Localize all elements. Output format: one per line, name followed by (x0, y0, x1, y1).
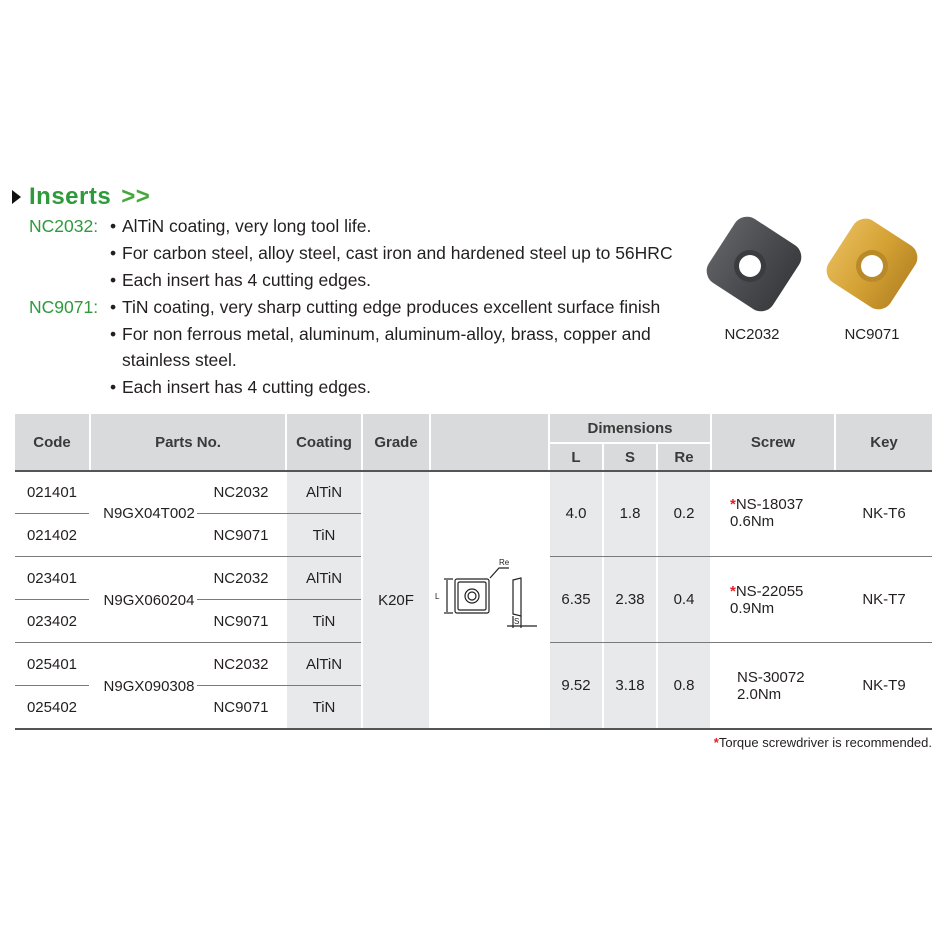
grade-name-cell: NC9071 (213, 526, 269, 544)
dim-l-cell: 4.0 (565, 505, 587, 522)
header-dimensions: Dimensions (550, 414, 710, 442)
dim-s-cell: 1.8 (619, 505, 641, 522)
header-dim-l: L (550, 444, 602, 470)
image-label-nc9071: NC9071 (844, 326, 900, 343)
grade-name-cell: NC2032 (213, 569, 269, 587)
part-number-cell: N9GX04T002 (103, 504, 195, 522)
header-parts-no: Parts No. (91, 414, 285, 470)
group-divider (550, 642, 932, 643)
insert-dimension-diagram (433, 554, 548, 634)
header-dim-s: S (604, 444, 656, 470)
row-divider (15, 685, 89, 686)
key-cell: NK-T7 (862, 591, 906, 608)
image-label-nc2032: NC2032 (724, 326, 780, 343)
nc2032-line-1: • AlTiN coating, very long tool life. (110, 216, 372, 236)
table-bottom-rule (15, 728, 932, 730)
header-divider (15, 470, 932, 472)
dim-re-cell: 0.8 (673, 677, 695, 694)
dim-s-cell: 2.38 (615, 591, 645, 608)
diagram-label-s: S (514, 617, 520, 626)
grade-name-cell: NC9071 (213, 698, 269, 716)
row-divider (15, 599, 89, 600)
nc2032-line-2: • For carbon steel, alloy steel, cast iron and hardened steel up to 56HRC (110, 243, 673, 263)
key-cell: NK-T6 (862, 505, 906, 522)
grade-label-nc9071: NC9071: (29, 297, 99, 317)
coating-cell: AlTiN (305, 655, 343, 673)
header-diagram (431, 414, 548, 470)
nc9071-line-1: • TiN coating, very sharp cutting edge produces excellent surface finish (110, 297, 661, 317)
footnote-asterisk: * (713, 735, 719, 750)
group-divider (15, 642, 361, 643)
coating-cell: AlTiN (305, 569, 343, 587)
nc9071-line-4: • Each insert has 4 cutting edges. (110, 377, 372, 397)
diagram-label-re: Re (499, 558, 510, 567)
dim-l-cell: 6.35 (561, 591, 591, 608)
code-cell: 023401 (26, 569, 78, 587)
nc2032-line-3: • Each insert has 4 cutting edges. (110, 270, 372, 290)
section-title-arrows: >> (121, 183, 151, 210)
grade-name-cell: NC2032 (213, 655, 269, 673)
diagram-label-l: L (435, 592, 440, 601)
header-grade: Grade (363, 414, 429, 470)
coating-cell: AlTiN (305, 483, 343, 501)
screw-cell: *NS-18037 0.6Nm (730, 496, 804, 530)
screw-cell: *NS-22055 0.9Nm (730, 583, 804, 617)
triangle-bullet-icon (12, 190, 21, 204)
part-number-cell: N9GX060204 (103, 591, 195, 609)
coating-cell: TiN (312, 612, 336, 630)
dim-s-cell: 3.18 (615, 677, 645, 694)
grade-label-nc2032: NC2032: (29, 216, 99, 236)
screw-cell: NS-30072 2.0Nm (737, 669, 805, 703)
grade-name-cell: NC2032 (213, 483, 269, 501)
dim-re-cell: 0.2 (673, 505, 695, 522)
header-code: Code (15, 414, 89, 470)
group-divider (550, 556, 932, 557)
coating-cell: TiN (312, 526, 336, 544)
row-divider (197, 599, 361, 600)
code-cell: 025402 (26, 698, 78, 716)
section-title (12, 182, 150, 212)
grade-name-cell: NC9071 (213, 612, 269, 630)
coating-cell: TiN (312, 698, 336, 716)
dim-re-cell: 0.4 (673, 591, 695, 608)
nc9071-line-2: • For non ferrous metal, aluminum, aluminum-alloy, brass, copper and (110, 324, 651, 344)
code-cell: 021402 (26, 526, 78, 544)
torque-asterisk: * (730, 496, 736, 513)
row-divider (15, 513, 89, 514)
header-dim-re: Re (658, 444, 710, 470)
gold-square-insert-icon (820, 212, 924, 316)
code-cell: 023402 (26, 612, 78, 630)
row-divider (197, 513, 361, 514)
inserts-table (15, 414, 932, 730)
torque-asterisk: * (730, 583, 736, 600)
header-coating: Coating (287, 414, 361, 470)
group-divider (15, 556, 361, 557)
grade-value-cell: K20F (378, 591, 414, 609)
dim-l-cell: 9.52 (561, 677, 591, 694)
row-divider (197, 685, 361, 686)
section-title-text: Inserts (29, 183, 112, 210)
code-cell: 025401 (26, 655, 78, 673)
header-screw: Screw (712, 414, 834, 470)
footnote: *Torque screwdriver is recommended. (713, 735, 932, 750)
header-key: Key (836, 414, 932, 470)
dark-grey-square-insert-icon (700, 210, 808, 318)
code-cell: 021401 (26, 483, 78, 501)
nc9071-line-3: stainless steel. (122, 350, 237, 370)
part-number-cell: N9GX090308 (103, 677, 195, 695)
key-cell: NK-T9 (862, 677, 906, 694)
